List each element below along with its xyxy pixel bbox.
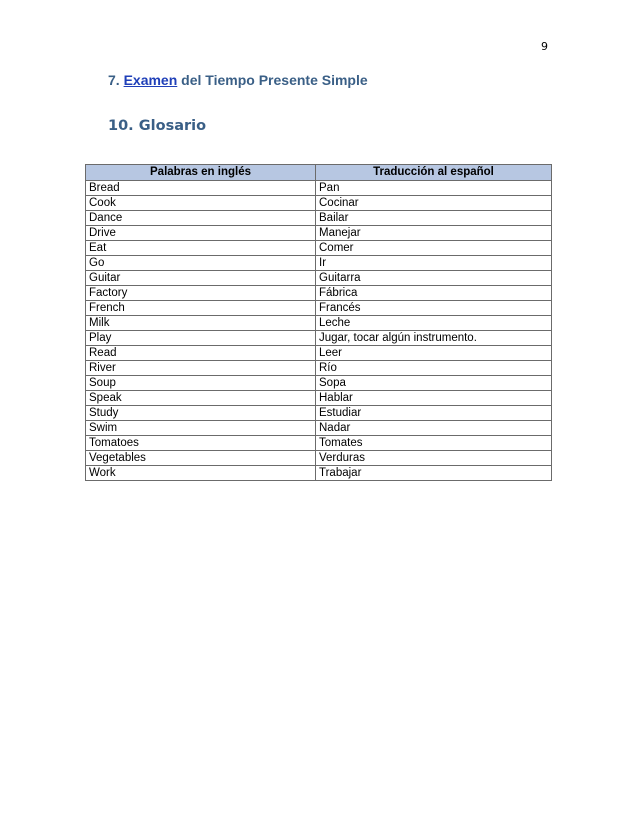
table-row [86,196,552,211]
table-row [86,466,552,481]
examen-link[interactable]: Examen [123,72,178,88]
table-row [86,451,552,466]
english-word-cell: Bread [86,181,316,196]
spanish-translation-cell: Guitarra [316,271,552,286]
spanish-translation-cell: Leche [316,316,552,331]
english-word-cell: Cook [86,196,316,211]
english-word-cell: Tomatoes [86,436,316,451]
table-row [86,421,552,436]
table-row [86,226,552,241]
table-row [86,181,552,196]
table-row [86,316,552,331]
english-word-cell: Study [86,406,316,421]
spanish-translation-cell: Tomates [316,436,552,451]
english-word-cell: Swim [86,421,316,436]
header-spanish: Traducción al español [316,165,552,181]
section-heading-rest: del Tiempo Presente Simple [177,72,368,88]
english-word-cell: Dance [86,211,316,226]
glossary-body [86,181,552,481]
english-word-cell: Work [86,466,316,481]
english-word-cell: Factory [86,286,316,301]
english-word-cell: Milk [86,316,316,331]
english-word-cell: Read [86,346,316,361]
table-row [86,436,552,451]
header-english: Palabras en inglés [86,165,316,181]
spanish-translation-cell: Sopa [316,376,552,391]
english-word-cell: Drive [86,226,316,241]
english-word-cell: Speak [86,391,316,406]
spanish-translation-cell: Río [316,361,552,376]
table-row [86,406,552,421]
table-row [86,391,552,406]
spanish-translation-cell: Trabajar [316,466,552,481]
glossary-table [85,164,552,481]
table-header-row [86,165,552,181]
spanish-translation-cell: Verduras [316,451,552,466]
spanish-translation-cell: Leer [316,346,552,361]
table-row [86,361,552,376]
spanish-translation-cell: Francés [316,301,552,316]
spanish-translation-cell: Pan [316,181,552,196]
table-row [86,331,552,346]
english-word-cell: Eat [86,241,316,256]
spanish-translation-cell: Hablar [316,391,552,406]
english-word-cell: Soup [86,376,316,391]
english-word-cell: Go [86,256,316,271]
spanish-translation-cell: Ir [316,256,552,271]
section-heading-glosario: 10. Glosario [108,118,207,134]
spanish-translation-cell: Bailar [316,211,552,226]
table-row [86,256,552,271]
english-word-cell: River [86,361,316,376]
spanish-translation-cell: Fábrica [316,286,552,301]
table-row [86,301,552,316]
spanish-translation-cell: Jugar, tocar algún instrumento. [316,331,552,346]
english-word-cell: French [86,301,316,316]
spanish-translation-cell: Nadar [316,421,552,436]
table-row [86,376,552,391]
table-row [86,211,552,226]
table-row [86,271,552,286]
spanish-translation-cell: Estudiar [316,406,552,421]
english-word-cell: Vegetables [86,451,316,466]
table-row [86,241,552,256]
section-number: 7. [108,72,120,88]
spanish-translation-cell: Comer [316,241,552,256]
english-word-cell: Play [86,331,316,346]
page-number: 9 [541,40,548,53]
table-row [86,286,552,301]
table-row [86,346,552,361]
spanish-translation-cell: Cocinar [316,196,552,211]
english-word-cell: Guitar [86,271,316,286]
spanish-translation-cell: Manejar [316,226,552,241]
section-heading-examen [108,72,368,88]
